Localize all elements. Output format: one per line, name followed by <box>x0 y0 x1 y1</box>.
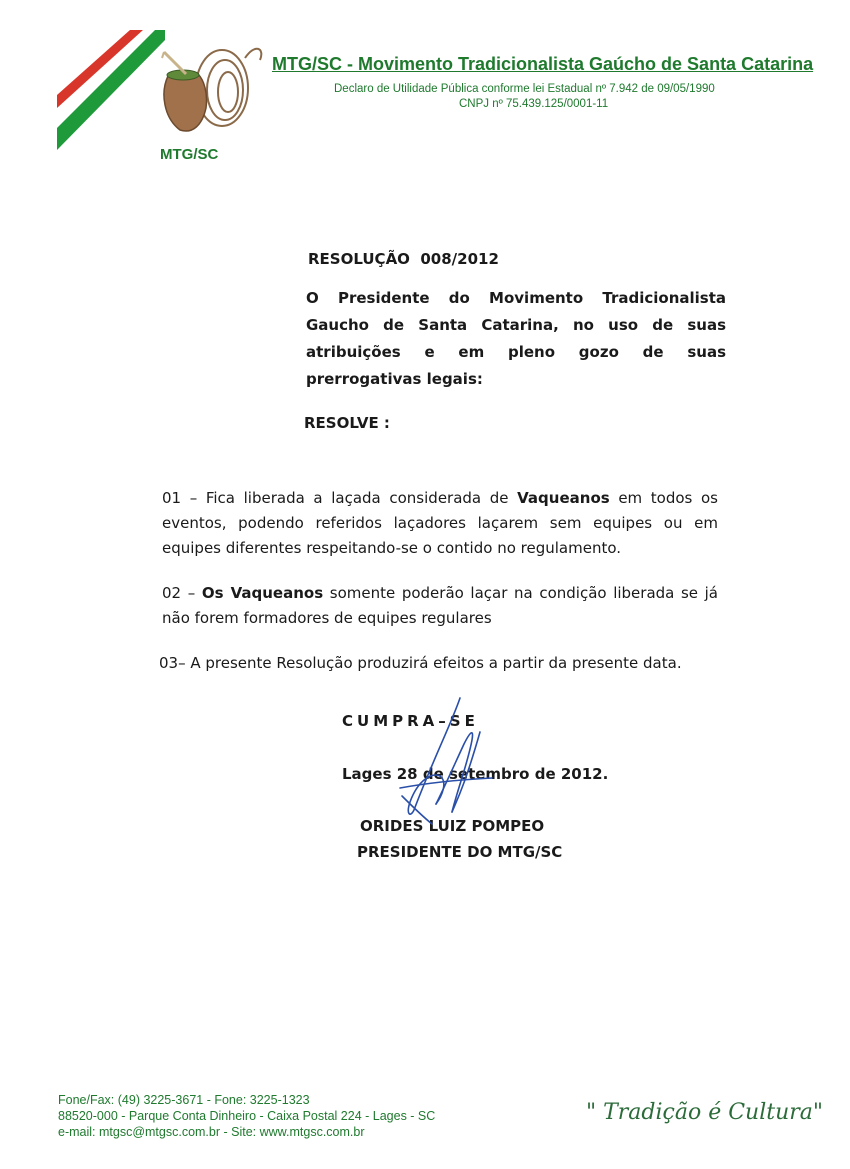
signer-name: ORIDES LUIZ POMPEO <box>360 817 545 835</box>
organization-title: MTG/SC - Movimento Tradicionalista Gaúcho de Santa Catarina <box>272 54 814 74</box>
item-number: 01 – <box>162 489 198 507</box>
item-number: 03– <box>159 654 186 672</box>
resolution-item <box>162 486 718 561</box>
signer-title: PRESIDENTE DO MTG/SC <box>357 843 563 861</box>
place-and-date: Lages 28 de setembro de 2012. <box>342 765 609 783</box>
chimarrao-cuia-icon <box>150 38 270 138</box>
item-text-continued: em todos os eventos, podendo referidos laçadores laçarem sem equipes ou em equipes diferentes respeitando-se o contido no regulamento. <box>162 489 718 557</box>
preamble-paragraph: O Presidente do Movimento Tradicionalista Gaucho de Santa Catarina, no uso de suas atribuições e em pleno gozo de suas prerrogativas legais: <box>306 289 726 388</box>
item-number: 02 – <box>162 584 196 602</box>
footer-address: 88520-000 - Parque Conta Dinheiro - Caixa Postal 224 - Lages - SC <box>58 1109 436 1123</box>
item-text <box>195 584 202 602</box>
logo-caption: MTG/SC <box>160 146 219 163</box>
resolve-heading: RESOLVE : <box>304 414 390 432</box>
item-text-continued: somente poderão laçar na condição liberada se já não forem formadores de equipes regulares <box>162 584 718 627</box>
resolution-title: RESOLUÇÃO 008/2012 <box>308 250 499 268</box>
footer-contact: e-mail: mtgsc@mtgsc.com.br - Site: www.mtgsc.com.br <box>58 1125 365 1139</box>
public-utility-decree: Declaro de Utilidade Pública conforme lei Estadual nº 7.942 de 09/05/1990 <box>334 83 715 95</box>
resolution-item <box>162 581 718 631</box>
flag-stripes-icon <box>0 0 175 160</box>
footer-phone: Fone/Fax: (49) 3225-3671 - Fone: 3225-1323 <box>58 1093 310 1107</box>
item-bold-text: Os Vaqueanos <box>201 584 324 602</box>
motto: " Tradição é Cultura" <box>586 1100 824 1125</box>
resolution-item <box>159 651 719 676</box>
item-bold-text: Vaqueanos <box>517 489 610 507</box>
item-text: Fica liberada a laçada considerada de <box>197 489 518 507</box>
cnpj-number: CNPJ nº 75.439.125/0001-11 <box>459 98 609 110</box>
item-text: A presente Resolução produzirá efeitos a partir da presente data. <box>185 654 682 672</box>
closing-cumpra-se: CUMPRA–SE <box>342 712 479 730</box>
handwritten-signature-icon <box>392 692 502 832</box>
